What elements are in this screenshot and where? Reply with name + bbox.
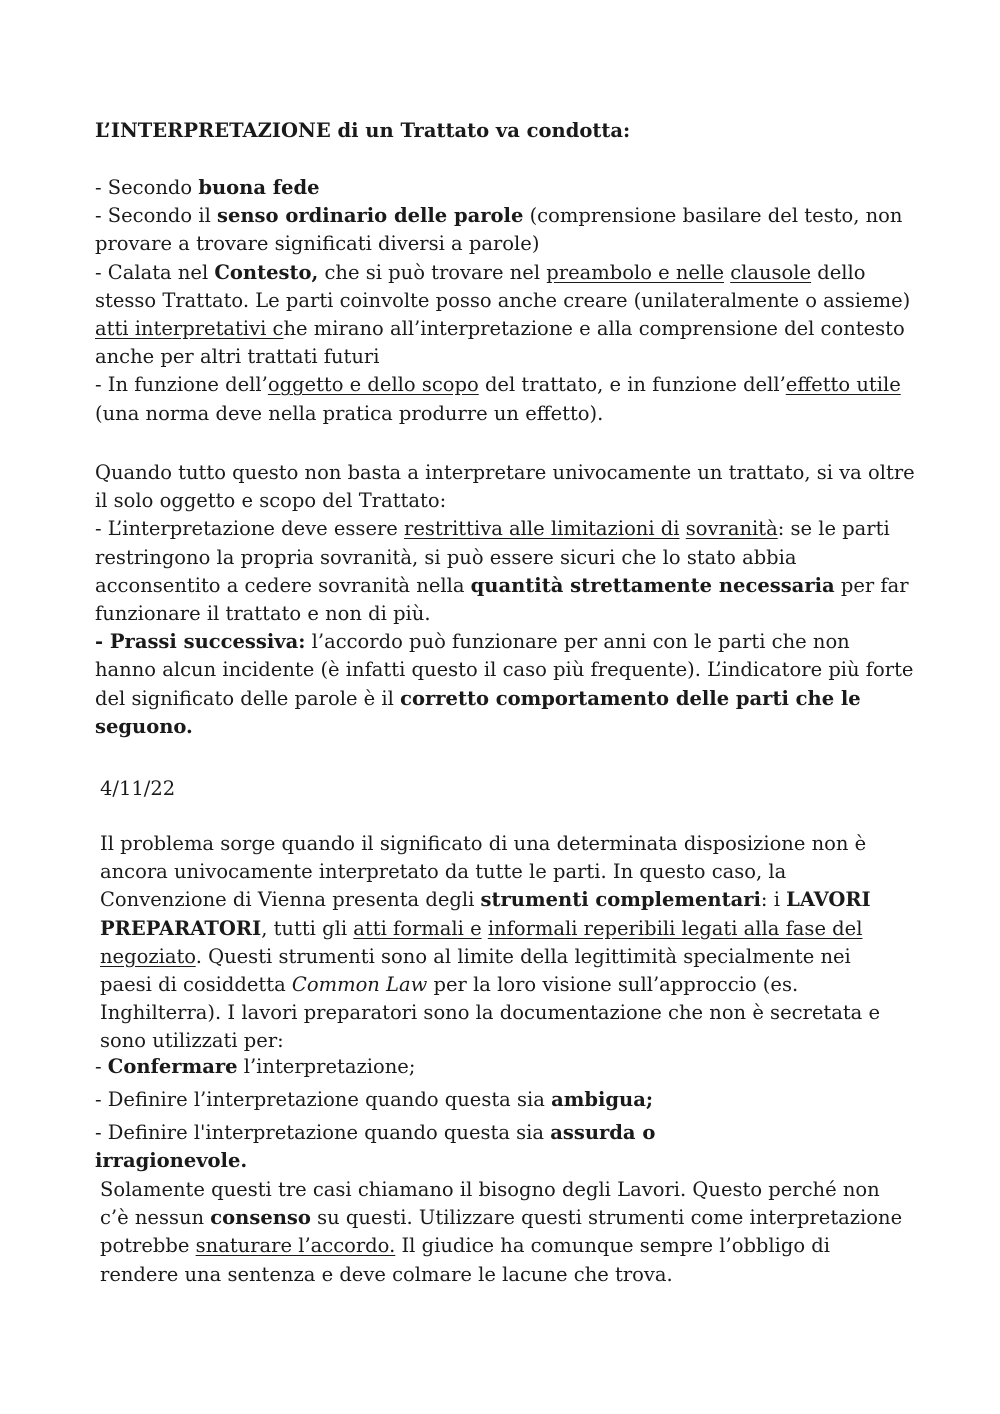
bold-text: - Prassi successiva:: [95, 630, 306, 654]
text-run: - Secondo il: [95, 204, 217, 228]
text-run: che si può trovare nel: [318, 260, 547, 284]
text-run: Quando tutto questo non basta a interpretare univocamente un trattato, si va oltre il solo oggetto e scopo del Trattato:: [95, 461, 915, 513]
bold-text: corretto comportamento delle parti che le seguono.: [95, 686, 861, 738]
text-run: : i: [760, 888, 787, 912]
underlined-text: oggetto e dello scopo: [267, 373, 479, 397]
underlined-text: atti interpretativi c: [95, 317, 284, 341]
heading-text: L’INTERPRETAZIONE di un Trattato va condotta:: [95, 119, 631, 142]
underlined-text: effetto utile: [785, 373, 901, 397]
underlined-text: informali reperibili legati alla fase del negoziato: [100, 916, 863, 968]
text-run: - Definire l’interpretazione quando questa sia: [95, 1088, 552, 1111]
criterion-4: [95, 373, 901, 424]
text-run: -: [95, 1055, 108, 1078]
restrictive-interpretation-item: [95, 517, 909, 625]
text-run: : se le parti restringono la propria sovranità, si può essere sicuri che lo stato abbia acconsentito a cedere sovranità nella: [95, 517, 890, 597]
text-run: l’interpretazione;: [237, 1055, 416, 1078]
bold-text: Confermare: [107, 1055, 238, 1078]
criterion-2: [95, 204, 902, 255]
date-label: 4/11/22: [100, 777, 176, 800]
preparatory-works-paragraph: [100, 830, 900, 1056]
use-item-absurd: [95, 1119, 695, 1175]
use-item-confirm: [95, 1053, 415, 1081]
text-run: (una norma deve nella pratica produrre un effetto).: [95, 401, 604, 425]
bold-text: buona fede: [198, 176, 320, 199]
text-run: l’accordo può funzionare per anni con le parti che non hanno alcun incidente (è infatti questo il caso più frequente). L’indicatore più forte del significato delle parole è il: [95, 630, 914, 710]
underlined-text: sovranità: [685, 517, 778, 541]
text-run: Solamente questi tre casi chiamano il bisogno degli Lavori. Questo perché non c’è nessun: [100, 1178, 880, 1230]
text-run: he mirano all’interpretazione e alla comprensione del contesto anche per altri trattati futuri: [95, 317, 905, 369]
text-run: per la loro visione sull’approccio (es. Inghilterra). I lavori preparatori sono la documentazione che non è secretata e sono utilizzati per:: [100, 973, 881, 1053]
subsequent-practice-item: [95, 630, 913, 738]
text-run: - In funzione dell’: [95, 373, 268, 397]
criterion-3: [95, 261, 910, 369]
bold-text: quantità strettamente necessaria: [470, 573, 835, 597]
underlined-text: atti formali e: [353, 916, 482, 940]
bold-text: strumenti complementari: [480, 888, 761, 912]
text-run: Il giudice ha comunque sempre l’obbligo di rendere una sentenza e deve colmare le lacune che trova.: [100, 1234, 831, 1286]
underlined-text: restrittiva alle limitazioni di: [404, 517, 680, 541]
bold-text: senso ordinario delle parole: [217, 204, 524, 228]
text-run: su questi. Utilizzare questi strumenti come interpretazione potrebbe: [100, 1206, 903, 1258]
section-heading: [95, 117, 915, 145]
text-run: - L’interpretazione deve essere: [95, 517, 405, 541]
text-run: per far funzionare il trattato e non di più.: [95, 573, 909, 626]
bold-text: assurda o irragionevole.: [95, 1121, 656, 1172]
text-run: (comprensione basilare del testo, non provare a trovare significati diversi a parole): [95, 204, 903, 256]
italic-text: Common Law: [291, 973, 428, 997]
text-run: - Secondo: [95, 176, 199, 199]
text-run: dello stesso Trattato. Le parti coinvolte posso anche creare (unilateralmente o assieme): [95, 260, 911, 312]
text-run: del trattato, e in funzione dell’: [478, 373, 786, 397]
use-item-ambiguous: [95, 1086, 653, 1114]
underlined-text: clausole: [730, 260, 812, 284]
bold-text: Contesto,: [214, 260, 319, 284]
underlined-text: snaturare l’accordo.: [195, 1234, 396, 1258]
text-run: Il problema sorge quando il significato di una determinata disposizione non è ancora univocamente interpretato da tutte le parti. In questo caso, la Convenzione di Vienna presenta degli: [100, 832, 867, 912]
text-run: - Calata nel: [95, 260, 215, 284]
bold-text: ambigua;: [551, 1088, 654, 1111]
criterion-1: [95, 176, 320, 199]
bold-text: consenso: [210, 1206, 311, 1230]
text-run: . Questi strumenti sono al limite della legittimità specialmente nei paesi di cosiddetta: [100, 944, 851, 997]
bold-text: LAVORI PREPARATORI: [100, 888, 871, 940]
conclusion-paragraph: [100, 1176, 910, 1289]
interpretation-criteria: [95, 174, 915, 428]
further-criteria-paragraph: [95, 459, 915, 741]
text-run: , tutti gli: [261, 916, 354, 940]
underlined-text: preambolo e nelle: [546, 260, 724, 284]
text-run: - Definire l'interpretazione quando questa sia: [95, 1121, 551, 1144]
